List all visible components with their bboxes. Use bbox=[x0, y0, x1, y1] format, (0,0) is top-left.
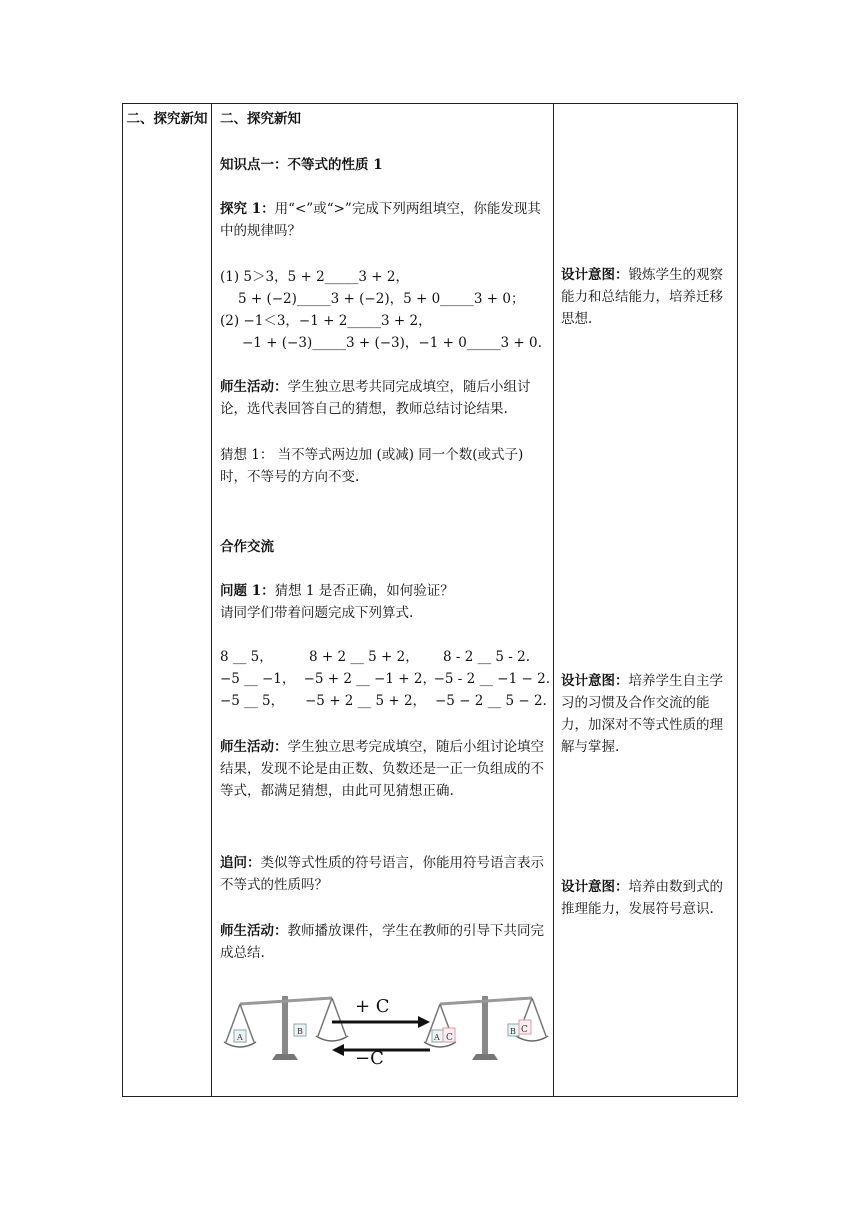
calc-cell: 8 __ 5， bbox=[220, 649, 273, 665]
box-b-label: B bbox=[510, 1027, 516, 1036]
question-label: 问题 1： bbox=[220, 583, 275, 599]
column-divider bbox=[211, 104, 212, 1096]
calc-row bbox=[220, 646, 550, 668]
intent-label: 设计意图： bbox=[561, 879, 629, 895]
guess-paragraph: 猜想 1： 当不等式两边加 (或减) 同一个数(或式子) 时，不等号的方向不变. bbox=[220, 447, 524, 485]
calc-cell: −5 + 2 __ −1 + 2， bbox=[303, 671, 436, 687]
intent-text: 培养由数到式的推理能力，发展符号意识. bbox=[561, 879, 723, 917]
calc-cell: 8 - 2 __ 5 - 2. bbox=[443, 649, 531, 665]
explore-paragraph bbox=[220, 198, 550, 242]
calc-row bbox=[220, 690, 550, 712]
intent-label: 设计意图： bbox=[561, 673, 629, 689]
intent-label: 设计意图： bbox=[561, 267, 629, 283]
question-line bbox=[220, 580, 454, 602]
calc-cell: −5 − 2 __ 5 − 2. bbox=[435, 693, 547, 709]
followup-paragraph bbox=[220, 852, 550, 896]
activity-paragraph bbox=[220, 920, 550, 964]
exercise-line: 5 + (−2)_____3 + (−2)，5 + 0_____3 + 0； bbox=[238, 291, 525, 307]
calc-cell: −5 + 2 __ 5 + 2， bbox=[305, 693, 427, 709]
question-line-2: 请同学们带着问题完成下列算式. bbox=[220, 605, 414, 621]
intent-paragraph bbox=[561, 670, 733, 758]
explore-label: 探究 1： bbox=[220, 201, 275, 217]
exercise-line: (1) 5＞3，5 + 2_____3 + 2， bbox=[220, 269, 409, 285]
activity-paragraph bbox=[220, 736, 550, 802]
balance-scale-figure bbox=[220, 990, 550, 1080]
followup-label: 追问： bbox=[220, 855, 261, 871]
left-balance-icon bbox=[224, 996, 348, 1060]
intent-text: 培养学生自主学习的习惯及合作交流的能力，加深对不等式性质的理解与掌握. bbox=[561, 673, 723, 755]
column-divider bbox=[553, 104, 554, 1096]
activity-text: 学生独立思考完成填空，随后小组讨论填空结果，发现不论是由正数、负数还是一正一负组成的不等式，都满足猜想，由此可见猜想正确. bbox=[220, 739, 544, 799]
plus-c-label: + C bbox=[355, 996, 390, 1017]
left-arrowhead bbox=[332, 1044, 344, 1056]
activity-label: 师生活动： bbox=[220, 379, 288, 395]
activity-text: 学生独立思考共同完成填空，随后小组讨论，选代表回答自己的猜想，教师总结讨论结果. bbox=[220, 379, 531, 417]
activity-label: 师生活动： bbox=[220, 923, 288, 939]
question-text: 猜想 1 是否正确，如何验证？ bbox=[274, 583, 454, 599]
section-cell: 二、探究新知 bbox=[126, 111, 208, 127]
calc-cell: 8 + 2 __ 5 + 2， bbox=[309, 649, 419, 665]
activity-label: 师生活动： bbox=[220, 739, 288, 755]
exercise-line: (2) −1＜3，−1 + 2_____3 + 2， bbox=[220, 313, 432, 329]
box-c-label: C bbox=[521, 1025, 528, 1035]
calc-row bbox=[220, 668, 550, 690]
activity-paragraph bbox=[220, 376, 550, 420]
box-a-label: A bbox=[237, 1033, 243, 1042]
minus-c-label: −C bbox=[355, 1048, 384, 1069]
box-b-label: B bbox=[297, 1027, 303, 1036]
followup-text: 类似等式性质的符号语言，你能用符号语言表示不等式的性质吗？ bbox=[220, 855, 544, 893]
explore-text: 用“<”或“>”完成下列两组填空，你能发现其中的规律吗？ bbox=[220, 201, 541, 239]
box-c-label: C bbox=[446, 1033, 453, 1043]
activity-text: 教师播放课件，学生在教师的引导下共同完成总结. bbox=[220, 923, 544, 961]
right-arrowhead bbox=[418, 1016, 430, 1028]
intent-text: 锻炼学生的观察能力和总结能力，培养迁移思想. bbox=[561, 267, 723, 327]
content-heading: 二、探究新知 bbox=[220, 111, 301, 127]
box-a-label: A bbox=[434, 1033, 440, 1042]
knowledge-point-title: 知识点一：不等式的性质 1 bbox=[220, 157, 383, 173]
intent-paragraph bbox=[561, 876, 733, 920]
intent-paragraph bbox=[561, 264, 733, 330]
exercise-line: −1 + (−3)_____3 + (−3)，−1 + 0_____3 + 0. bbox=[242, 335, 542, 351]
lesson-table bbox=[122, 103, 738, 1097]
calc-cell: −5 __ −1， bbox=[220, 671, 296, 687]
coop-title: 合作交流 bbox=[220, 539, 274, 555]
calc-cell: −5 - 2 __ −1 − 2. bbox=[433, 671, 550, 687]
calc-cell: −5 __ 5， bbox=[220, 693, 285, 709]
